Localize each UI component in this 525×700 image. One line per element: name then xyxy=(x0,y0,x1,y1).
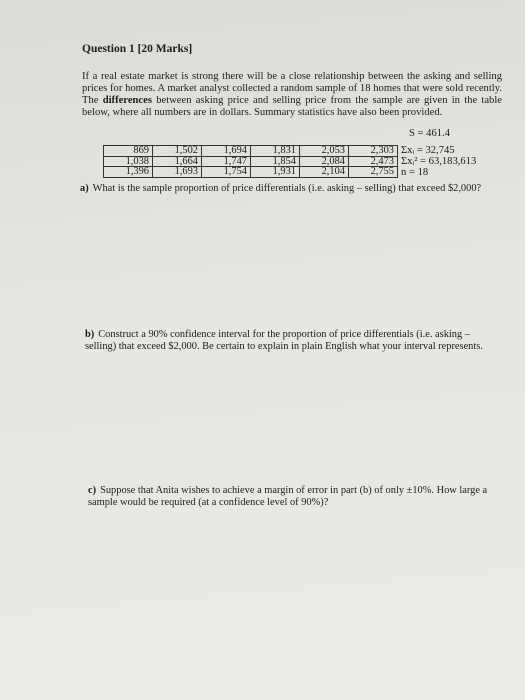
intro-text-1: If a real estate market is strong there will be a close relationship between the asking and selling prices for homes. A market analyst collected a random sample of 18 homes that were sold recently. The xyxy=(82,71,502,106)
part-a-text: What is the sample proportion of price differentials (i.e. asking – selling) that exceed $2,000? xyxy=(92,183,482,194)
table-cell: 2,084 xyxy=(300,156,349,167)
table-cell: 1,502 xyxy=(153,146,202,157)
table-row xyxy=(104,156,398,167)
table-cell: 1,038 xyxy=(104,156,153,167)
part-c-label: c) xyxy=(88,485,97,496)
table-cell: 1,754 xyxy=(202,167,251,178)
table-cell: 2,053 xyxy=(300,146,349,157)
stat-sum-x: Σxᵢ = 32,745 xyxy=(401,145,455,156)
part-a xyxy=(80,183,500,195)
table-cell: 869 xyxy=(104,146,153,157)
table-row xyxy=(104,146,398,157)
table-cell: 1,664 xyxy=(153,156,202,167)
part-c xyxy=(88,485,488,509)
part-b-label: b) xyxy=(85,329,95,340)
summary-stats xyxy=(401,145,476,178)
table-cell: 1,831 xyxy=(251,146,300,157)
part-b-text: Construct a 90% confidence interval for the proportion of price differentials (i.e. asking – selling) that exceed $2,000. Be certain to explain in plain English what your interval represents. xyxy=(85,329,483,352)
data-table xyxy=(103,145,398,178)
table-cell: 1,931 xyxy=(251,167,300,178)
table-cell: 2,104 xyxy=(300,167,349,178)
table-cell: 2,755 xyxy=(349,167,398,178)
part-b xyxy=(85,329,490,353)
table-cell: 1,747 xyxy=(202,156,251,167)
table-cell: 1,694 xyxy=(202,146,251,157)
intro-bold-term: differences xyxy=(102,95,152,106)
intro-text-2: between asking price and selling price from the sample are given in the table below, where all numbers are in dollars. Summary statistics have also been provided. xyxy=(82,95,502,118)
part-c-text: Suppose that Anita wishes to achieve a margin of error in part (b) of only ±10%. How large a sample would be required (at a confidence level of 90%)? xyxy=(88,485,488,508)
stat-sum-x-squared: Σxᵢ² = 63,183,613 xyxy=(401,156,477,167)
table-cell: 1,693 xyxy=(153,167,202,178)
stat-n: n = 18 xyxy=(401,167,429,178)
table-cell: 2,303 xyxy=(349,146,398,157)
stat-std-dev: S = 461.4 xyxy=(409,128,450,139)
part-a-label: a) xyxy=(80,183,89,194)
table-cell: 2,473 xyxy=(349,156,398,167)
table-row xyxy=(104,167,398,178)
table-cell: 1,854 xyxy=(251,156,300,167)
question-intro xyxy=(82,71,502,119)
question-title: Question 1 [20 Marks] xyxy=(82,43,193,55)
table-cell: 1,396 xyxy=(104,167,153,178)
